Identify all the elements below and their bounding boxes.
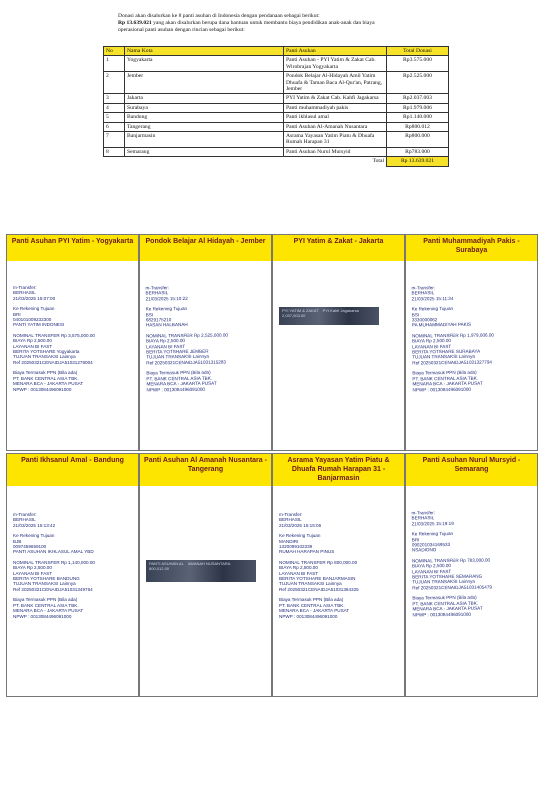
blurred-text: AMANAH NUSANTARA [187,561,231,566]
intro-line-1: Donasi akan disalurkan ke 8 panti asuhan di Indonesia dengan pendanaan sebagai berikut: [118,13,320,19]
receipt-line: BIAYA Rp 2,500.00 [412,563,451,569]
receipt-card-title: Panti Muhammadiyah Pakis - Surabaya [406,235,537,261]
row-orphanage: Panti Asuhan Nurul Mursyid [284,147,387,156]
receipt-line: NPWP : 0013084496091000 [13,386,72,392]
receipt-line: LAYANAN BI FAST [13,343,53,349]
receipt-line: LAYANAN BI FAST [412,343,452,350]
receipt-line: TUJUAN TRANSAKSI Lainnya [146,354,209,360]
receipt-line: PT. BANK CENTRAL ASIA TBK. [13,375,79,381]
blurred-transfer-screenshot [279,307,379,325]
blurred-text: PYI YATIM & ZAKAT [282,308,319,313]
receipt-line: Ke Rekening Tujuan [411,306,454,312]
receipt-line: TUJUAN TRANSAKSI Lainnya [412,579,475,585]
row-city: Yogyakarta [125,56,284,72]
total-value: Rp 13.639.021 [387,157,449,166]
intro-paragraph [118,13,458,34]
row-orphanage: Panti Asuhan - PYI Yatim & Zakat Cab. Wirobrajan Yogyakarta [284,56,387,72]
receipt-line: HASAN HALBANAH [145,322,188,328]
receipt-line: NPWP : 0013084496091000 [146,386,205,392]
receipt-line: Ref 20250321CENAIDJA51031405479 [412,584,492,591]
receipt-line: Biaya Termasuk PPN (Bila ada) [146,370,211,376]
total-label: Total [104,157,387,166]
row-orphanage: Panti muhammadiyah pakis [284,103,387,112]
row-orphanage: Panti ikhlasul amal [284,113,387,122]
receipt-line: MANDIRI [279,538,299,544]
receipt-line: BERHASIL [411,515,435,521]
receipt-line: LAYANAN BI FAST [13,570,53,576]
row-no: 1 [104,56,125,72]
receipt-card [6,453,139,697]
receipt-line: 0097459659100 [13,544,47,550]
intro-line-3: operasional panti asuhan dengan rincian sebagai berikut: [118,27,245,33]
row-total: Rp2.525.000 [387,72,449,94]
receipt-line: MENARA BCA - JAKARTA PUSAT [412,380,483,387]
receipt-line: 3330000062 [411,317,438,323]
receipt-line: Biaya Termasuk PPN (Bila ada) [13,370,78,376]
row-no: 4 [104,103,125,112]
row-no: 5 [104,113,125,122]
receipt-line: Ke Rekening Tujuan [13,533,55,539]
receipt-line: NOMINAL TRANSFER Rp 1,979,006.00 [411,332,494,339]
row-total: Rp800.012 [387,122,449,131]
receipt-card [272,234,405,451]
row-no: 2 [104,72,125,94]
receipt-line: NOMINAL TRANSFER Rp 1,140,000.00 [13,559,95,565]
receipt-line: Ke Rekening Tujuan [145,306,188,312]
donation-summary-table [103,46,449,167]
receipt-line: Biaya Termasuk PPN (Bila ada) [412,370,477,376]
receipt-line: NPWP : 0013084496091000 [412,386,471,392]
receipt-line: TUJUAN TRANSAKSI Lainnya [13,354,76,360]
receipt-line: 21/03/2025 15:13:42 [13,522,56,528]
receipt-line: BIAYA Rp 2,500.00 [279,565,318,571]
receipt-line: Ref 20250321CENAIDJA51031315283 [146,359,226,366]
receipt-card [139,234,272,451]
receipt-line: 6829175210 [145,317,172,323]
receipt-line: NSADIONO [411,547,437,553]
receipt-line: BERITA YOTSHARE BANDUNG [13,576,80,582]
receipt-line: NOMINAL TRANSFER Rp 783,000.00 [411,557,491,564]
receipt-card [405,453,538,697]
receipt-line: 21/03/2025 15:07:00 [13,295,56,301]
receipt-line: BIAYA Rp 2,500.00 [146,338,185,344]
receipt-line: 21/03/2025 15:19:19 [411,520,454,527]
receipt-line: BSI [145,311,154,318]
receipt-card [139,453,272,697]
receipt-line: BSI [411,311,420,318]
blurred-text: 2,037,003.00 [282,312,306,318]
table-row [104,94,449,103]
table-total-row [104,157,449,166]
row-total: Rp1.979.006 [387,103,449,112]
receipt-line: NOMINAL TRANSFER Rp 2,525,000.00 [145,332,228,339]
receipt-line: m-Transfer: [411,285,436,291]
receipt-line: NPWP : 0013084496091000 [412,611,471,617]
receipt-line: BRI [13,311,21,317]
receipt-grid-top [6,234,538,451]
row-orphanage: Pondok Belajar Al-Hidayah Amil Yatim Dhuafa & Taman Baca Al-Qur'an, Patrang, Jember [284,72,387,94]
table-row [104,147,449,156]
row-city: Surabaya [125,103,284,112]
receipt-line: MENARA BCA - JAKARTA PUSAT [13,608,84,614]
receipt-line: m-Transfer: [279,512,303,517]
receipt-line: PANTI YATIM INDONESI [13,322,65,328]
receipt-line: BERITA YOTSHARE JEMBER [146,348,209,355]
receipt-line: MENARA BCA - JAKARTA PUSAT [279,608,350,614]
row-city: Semarang [125,147,284,156]
row-no: 6 [104,122,125,131]
row-no: 7 [104,132,125,148]
receipt-line: Biaya Termasuk PPN (Bila ada) [279,597,344,603]
table-header-row [104,47,449,56]
header-no: No [104,47,125,56]
row-city: Jember [125,72,284,94]
receipt-line: MENARA BCA - JAKARTA PUSAT [412,605,483,612]
transfer-receipt [145,285,228,393]
receipt-line: BERITA YOTSHARE BANJARMASIN [279,576,356,582]
receipt-line: Ref 20250321CENAIDJA51031349764 [13,586,93,592]
row-city: Bandung [125,113,284,122]
transfer-receipt [411,285,494,393]
receipt-grid-bottom [6,453,538,697]
receipt-line: MENARA BCA - JAKARTA PUSAT [13,381,84,387]
receipt-line: TUJUAN TRANSAKSI Lainnya [13,581,76,587]
receipt-line: BERHASIL [279,517,302,523]
row-total: Rp783.000 [387,147,449,156]
receipt-line: PA MUHAMMADIYAH PAKIS [411,322,472,328]
receipt-line: PT. BANK CENTRAL ASIA TBK. [412,600,479,607]
receipt-line: m-Transfer: [13,285,37,290]
table-row [104,72,449,94]
receipt-line: m-Transfer: [411,510,436,516]
row-total: Rp2.037.003 [387,94,449,103]
transfer-receipt [13,512,95,619]
row-orphanage: PYI Yatim & Zakat Cab. Kahfi Jagakarsa [284,94,387,103]
receipt-line: 21/03/2025 15:10:22 [145,295,188,302]
receipt-line: TUJUAN TRANSAKSI Lainnya [412,354,475,360]
row-total: Rp1.140.000 [387,113,449,122]
row-total: Rp800.000 [387,132,449,148]
receipt-line: NOMINAL TRANSFER Rp 800,000.00 [279,559,358,565]
blurred-text: 800,012.00 [149,565,170,571]
receipt-line: BERHASIL [13,517,36,523]
receipt-line: PT. BANK CENTRAL ASIA TBK. [13,602,79,608]
receipt-line: BERITA YOTSHARE SURABAYA [412,348,481,355]
receipt-line: BERITA YOTSHARE SEMARANG [412,573,483,580]
receipt-line: 090201034169533 [411,542,451,548]
receipt-line: BERHASIL [13,290,36,296]
receipt-card-title: Panti Asuhan Nurul Mursyid - Semarang [406,454,537,486]
receipt-line: BIAYA Rp 2,500.00 [13,338,52,344]
receipt-card-title: PYI Yatim & Zakat - Jakarta [273,235,404,261]
receipt-card-title: Asrama Yayasan Yatim Piatu & Dhuafa Rumah Harapan 31 - Banjarmasin [273,454,404,486]
table-row [104,113,449,122]
row-orphanage: Panti Asuhan Al-Amanah Nusantara [284,122,387,131]
receipt-line: m-Transfer: [145,285,170,291]
blurred-transfer-screenshot [146,560,256,582]
receipt-line: NPWP : 0013084496091000 [279,613,338,619]
receipt-line: NOMINAL TRANSFER Rp 3,575,000.00 [13,332,95,338]
receipt-line: NPWP : 0013084496091000 [13,613,72,619]
receipt-line: PT. BANK CENTRAL ASIA TBK. [146,375,213,382]
receipt-line: Ke Rekening Tujuan [13,306,55,312]
table-row [104,56,449,72]
row-orphanage: Asrama Yayasan Yatim Piatu & Dhuafa Rumah Harapan 31 [284,132,387,148]
receipt-line: Ke Rekening Tujuan [279,533,321,539]
receipt-card [272,453,405,697]
receipt-line: BJB [13,538,22,544]
receipt-line: BERITA YOTSHARE Yogyakarta [13,349,80,355]
receipt-line: MENARA BCA - JAKARTA PUSAT [146,380,217,387]
receipt-line: 040101009232300 [13,317,52,323]
receipt-card [6,234,139,451]
receipt-line: BRI [411,536,420,543]
row-no: 8 [104,147,125,156]
receipt-card [405,234,538,451]
header-orphanage: Panti Asuhan [284,47,387,56]
row-city: Jakarta [125,94,284,103]
row-no: 3 [104,94,125,103]
receipt-card-title: Panti Asuhan PYI Yatim - Yogyakarta [7,235,138,261]
receipt-line: PT. BANK CENTRAL ASIA TBK. [279,602,345,608]
receipt-line: Ke Rekening Tujuan [411,531,454,537]
receipt-line: 1320099102339 [279,544,313,550]
blurred-text: PYI Kahfi Jagakarsa [322,308,359,313]
header-total: Total Donasi [387,47,449,56]
receipt-line: Biaya Termasuk PPN (Bila ada) [13,597,78,603]
receipt-line: LAYANAN BI FAST [279,570,319,576]
table-row [104,103,449,112]
receipt-card-title: Pondok Belajar Al Hidayah - Jember [140,235,271,261]
blurred-text: PANTI ASUHAN AL [149,561,184,566]
header-city: Nama Kota [125,47,284,56]
transfer-receipt [411,510,492,618]
receipt-line: LAYANAN BI FAST [146,343,186,350]
receipt-line: BIAYA Rp 2,500.00 [13,565,52,571]
table-row [104,132,449,148]
receipt-line: TUJUAN TRANSAKSI Lainnya [279,581,342,587]
intro-total-amount: Rp 13.639.021 [118,20,152,26]
intro-line-2 [118,20,458,27]
receipt-line: 21/03/2025 15:11:34 [411,295,454,302]
receipt-line: Biaya Termasuk PPN (Bila ada) [412,595,477,601]
receipt-line: BERHASIL [145,290,169,296]
transfer-receipt [13,285,95,392]
receipt-line: PT. BANK CENTRAL ASIA TBK. [412,375,479,382]
receipt-line: Ref 20250321CENAIDJA51031364325 [279,586,359,592]
row-city: Banjarmasin [125,132,284,148]
receipt-line: m-Transfer: [13,512,37,517]
receipt-card-title: Panti Asuhan Al Amanah Nusantara - Tangerang [140,454,271,486]
receipt-line: BERHASIL [411,290,435,296]
receipt-line: BIAYA Rp 2,500.00 [412,338,451,344]
transfer-receipt [279,512,359,619]
receipt-line: 21/03/2025 15:15:06 [279,522,322,528]
receipt-card-title: Panti Ikhsanul Amal - Bandung [7,454,138,486]
receipt-line: Ref 20250321CENAIDJA51031327794 [412,359,492,366]
row-total: Rp3.575.000 [387,56,449,72]
row-city: Tangerang [125,122,284,131]
receipt-line: Ref 20250321CENAIDJA51031278004 [13,359,93,365]
receipt-line: RUMAH HARAPAN PINUS [279,549,335,555]
intro-line-2-rest: yang akan disalurkan berupa dana bantuan untuk membantu biaya pendidikan anak-anak dan biaya [151,20,375,26]
receipt-line: LAYANAN BI FAST [412,568,452,575]
receipt-line: PANTI ASUHAN IKHLASUL AMAL YBD [13,549,94,555]
table-row [104,122,449,131]
